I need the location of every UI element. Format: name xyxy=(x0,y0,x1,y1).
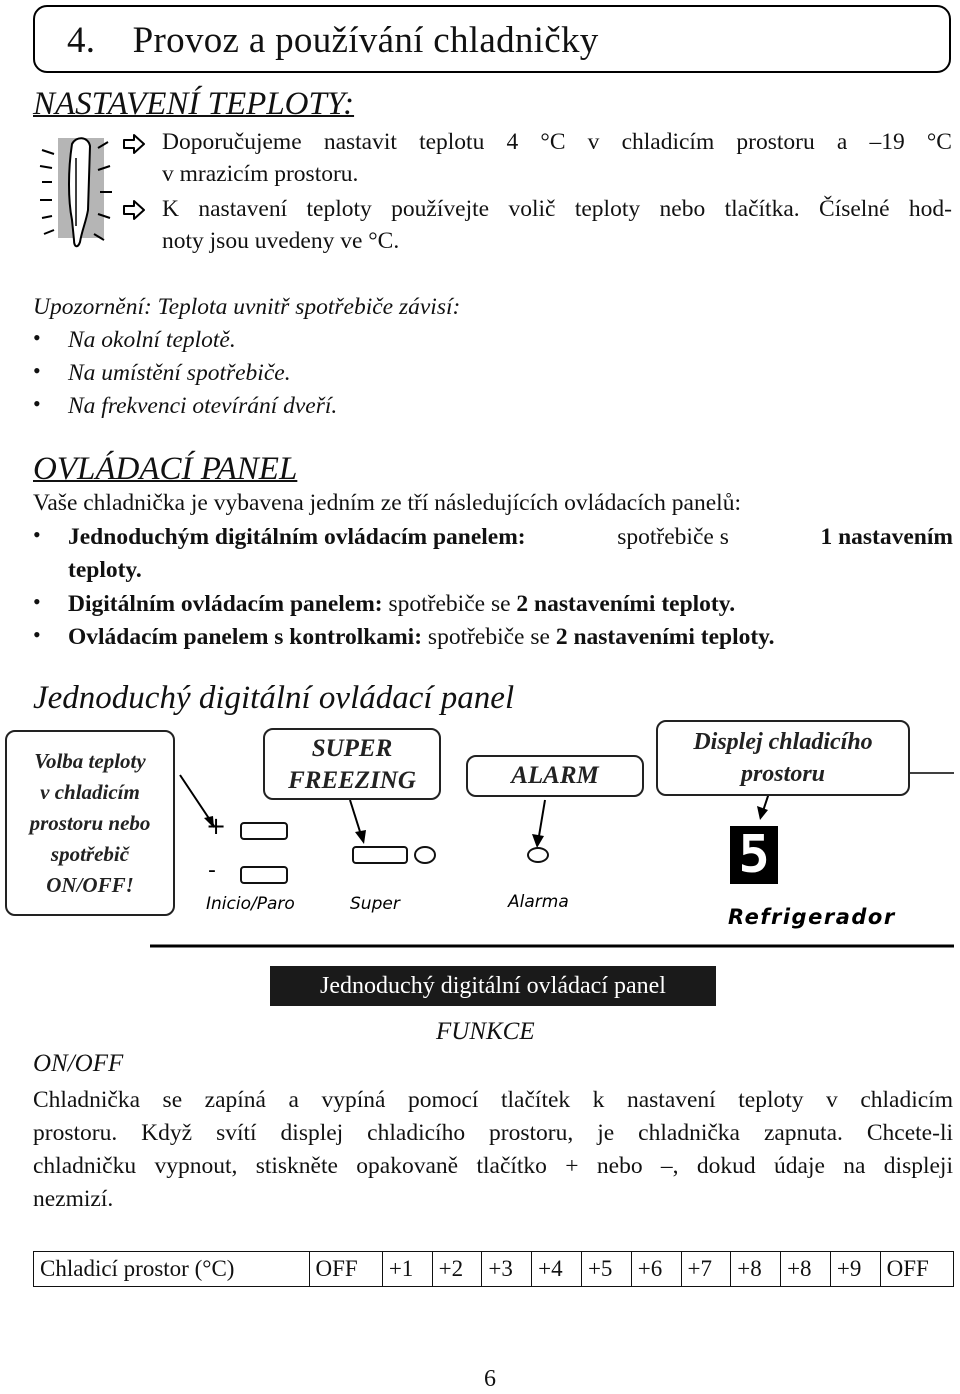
bullet-icon: • xyxy=(33,589,41,614)
table-cell: +8 xyxy=(731,1252,781,1287)
panel-item-1-bold: Jednoduchým digitálním ovládacím panelem: xyxy=(68,524,526,550)
callout-text-line: ALARM xyxy=(511,762,599,789)
bullet-icon: • xyxy=(33,522,41,547)
temperature-table xyxy=(33,1251,954,1287)
table-cell: +9 xyxy=(830,1252,880,1287)
bullet-icon: • xyxy=(33,391,41,416)
callout-fridge-display xyxy=(656,720,910,796)
panel-item-2-bold2: 2 nastaveními teploty. xyxy=(516,591,736,617)
table-cell: +5 xyxy=(581,1252,631,1287)
inicio-paro-label: Inicio/Paro xyxy=(206,894,295,914)
panel-item-1 xyxy=(68,521,953,554)
table-cell: +4 xyxy=(532,1252,582,1287)
table-cell: OFF xyxy=(880,1252,953,1287)
alarma-label: Alarma xyxy=(508,892,569,912)
panel-item-2 xyxy=(68,588,735,621)
callout-text-line: prostoru nebo xyxy=(29,811,151,835)
panel-item-1-normal: spotřebiče s xyxy=(617,524,729,550)
panel-item-3-normal: spotřebiče se xyxy=(427,624,550,650)
panel-item-3 xyxy=(68,621,775,654)
bullet-icon: • xyxy=(33,622,41,647)
onoff-heading: ON/OFF xyxy=(33,1050,124,1077)
table-cell: OFF xyxy=(309,1252,382,1287)
table-cell: +1 xyxy=(382,1252,432,1287)
callout-alarm xyxy=(466,755,644,797)
warning-item-3: Na frekvenci otevírání dveří. xyxy=(68,393,338,419)
refrigerador-label: Refrigerador xyxy=(728,905,896,929)
minus-label: - xyxy=(208,858,216,883)
callout-text-line: FREEZING xyxy=(288,767,416,794)
temp-item-2-line1: K nastavení teploty používejte volič teploty nebo tlačítka. Číselné hod- xyxy=(162,196,952,222)
panel-item-1-cont: teploty. xyxy=(68,557,142,583)
diagram-heading: Jednoduchý digitální ovládací panel xyxy=(33,680,515,716)
onoff-line-2: prostoru. Když svítí displej chladicího prostoru, je chladnička zapnuta. Chcete-li xyxy=(33,1120,953,1146)
super-led-indicator xyxy=(414,846,436,864)
onoff-line-4: nezmizí. xyxy=(33,1186,114,1212)
seven-segment-display: 5 xyxy=(730,826,778,884)
panel-item-2-normal: spotřebiče se xyxy=(388,591,511,617)
callout-text-line: v chladicím xyxy=(40,780,140,804)
panel-item-3-bold2: 2 nastaveními teploty. xyxy=(555,624,775,650)
callout-temperature-selection xyxy=(5,730,175,916)
thermometer-icon xyxy=(36,130,116,260)
section-heading-temperature: NASTAVENÍ TEPLOTY: xyxy=(33,86,355,122)
chapter-title-box xyxy=(33,5,951,73)
alarm-led-indicator xyxy=(527,847,549,863)
bullet-icon: • xyxy=(33,358,41,383)
warning-item-2: Na umístění spotřebiče. xyxy=(68,360,291,386)
warning-item-1: Na okolní teplotě. xyxy=(68,327,236,353)
table-cell: +8 xyxy=(781,1252,831,1287)
panel-item-3-bold: Ovládacím panelem s kontrolkami: xyxy=(68,624,423,650)
callout-text-line: prostoru xyxy=(740,761,826,787)
callout-text-line: Volba teploty xyxy=(34,749,146,773)
panel-item-1-bold2: 1 nastavením xyxy=(820,524,953,550)
arrow-bullet-icon xyxy=(122,198,146,222)
callout-text-line: spotřebič xyxy=(50,842,130,866)
callout-text-line: ON/OFF! xyxy=(46,873,134,897)
minus-button[interactable] xyxy=(240,866,288,884)
onoff-line-1: Chladnička se zapíná a vypíná pomocí tlačítek k nastavení teploty v chladicím xyxy=(33,1087,953,1113)
onoff-line-3: chladničku vypnout, stiskněte opakovaně tlačítko + nebo –, dokud údaje na displeji xyxy=(33,1153,953,1179)
panel-intro: Vaše chladnička je vybavena jedním ze tří následujících ovládacích panelů: xyxy=(33,490,741,516)
page-number: 6 xyxy=(484,1366,496,1392)
plus-button[interactable] xyxy=(240,822,288,840)
temp-item-2-line2: noty jsou uvedeny ve °C. xyxy=(162,228,400,254)
table-row xyxy=(34,1252,954,1287)
temp-item-1-line1: Doporučujeme nastavit teplotu 4 °C v chladicím prostoru a –19 °C xyxy=(162,129,952,155)
table-cell-label: Chladicí prostor (°C) xyxy=(34,1252,310,1287)
table-cell: +3 xyxy=(482,1252,532,1287)
bullet-icon: • xyxy=(33,325,41,350)
plus-label: + xyxy=(206,812,227,840)
table-cell: +2 xyxy=(432,1252,482,1287)
table-cell: +6 xyxy=(631,1252,681,1287)
functions-title: FUNKCE xyxy=(436,1018,535,1045)
callout-text-line: Displej chladicího xyxy=(693,729,873,755)
super-button[interactable] xyxy=(352,846,408,864)
callout-super-freezing xyxy=(263,728,441,800)
arrow-bullet-icon xyxy=(122,132,146,156)
panel-item-2-bold: Digitálním ovládacím panelem: xyxy=(68,591,383,617)
table-cell: +7 xyxy=(681,1252,731,1287)
callout-text-line: SUPER xyxy=(311,735,393,762)
warning-title: Upozornění: Teplota uvnitř spotřebiče závisí: xyxy=(33,294,461,320)
section-heading-control-panel: OVLÁDACÍ PANEL xyxy=(33,451,298,487)
super-label: Super xyxy=(350,894,400,914)
functions-banner: Jednoduchý digitální ovládací panel xyxy=(270,966,716,1006)
temp-item-1-line2: v mrazicím prostoru. xyxy=(162,161,359,187)
chapter-title: 4. Provoz a používání chladničky xyxy=(67,20,599,61)
